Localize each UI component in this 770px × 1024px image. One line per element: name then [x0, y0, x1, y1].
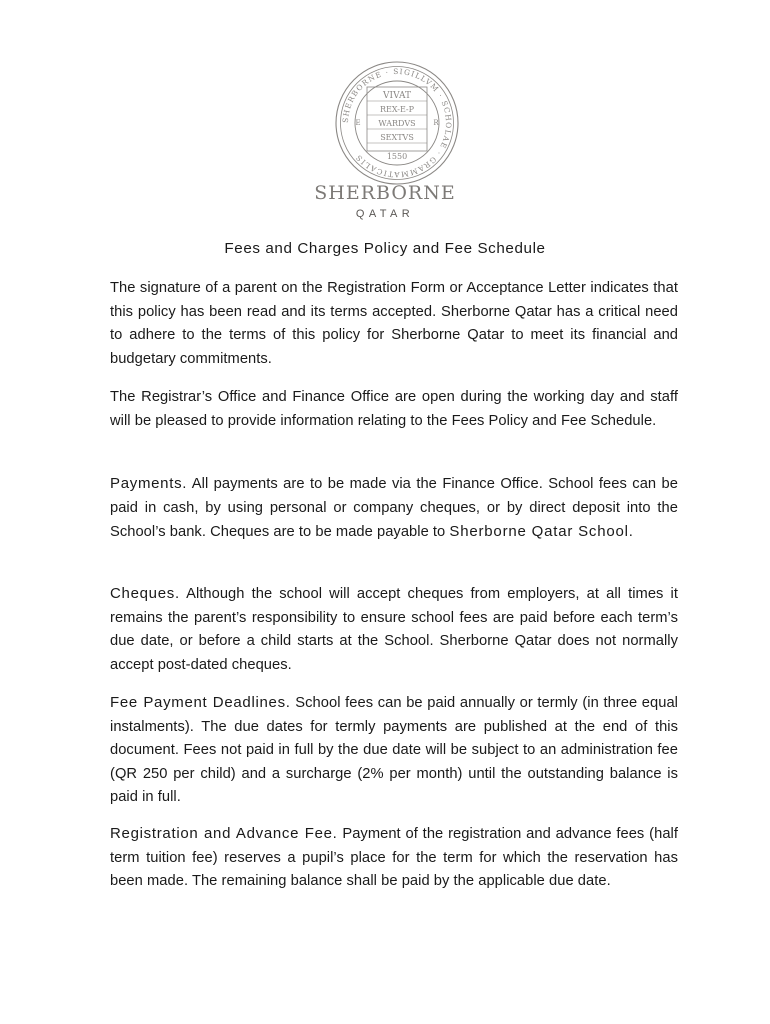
school-name: SHERBORNE: [314, 182, 456, 204]
intro-paragraph-1: [110, 277, 678, 371]
deadlines-paragraph: [110, 691, 678, 810]
seal-line-3: WARDVS: [378, 119, 416, 128]
payments-heading: Payments.: [110, 475, 188, 492]
payments-body: All payments are to be made via the Finance Office. School fees can be paid in cash, by using personal or company cheques, or by direct deposit into the School’s bank. Cheques are to be made payable to: [110, 476, 678, 540]
seal-line-4: SEXTVS: [380, 133, 414, 142]
page-title: Fees and Charges Policy and Fee Schedule: [224, 240, 546, 257]
payments-tail: .: [628, 524, 633, 540]
cheques-paragraph: [110, 582, 678, 677]
intro-paragraph-2: [110, 386, 678, 433]
seal-line-1: VIVAT: [383, 91, 411, 101]
seal-year: 1550: [386, 152, 408, 161]
seal-letter-left: E: [355, 119, 361, 127]
seal-line-2: REX-E-P: [379, 105, 415, 114]
payee-name: Sherborne Qatar School: [449, 523, 629, 540]
sherborne-seal-icon: [334, 60, 460, 186]
registration-body: Payment of the registration and advance fees (half term tuition fee) reserves a pupil’s place for the term for which the reservation has been made. The remaining balance shall be paid by the applicable due date.: [110, 826, 678, 889]
registration-heading: Registration and Advance Fee.: [110, 825, 338, 842]
seal-letter-right: R: [433, 119, 439, 127]
intro-text-2: The Registrar’s Office and Finance Office are open during the working day and staff will be pleased to provide information relating to the Fees Policy and Fee Schedule.: [110, 389, 678, 429]
registration-paragraph: [110, 822, 678, 894]
school-location: QATAR: [355, 208, 415, 220]
cheques-heading: Cheques.: [110, 585, 180, 602]
deadlines-heading: Fee Payment Deadlines.: [110, 694, 291, 711]
seal-ring-text: SHERBORNE · SIGILLVM · SCHOLAE · GRAMMATICALIS: [340, 66, 454, 180]
intro-text-1: The signature of a parent on the Registration Form or Acceptance Letter indicates that this policy has been read and its terms accepted. Sherborne Qatar has a critical need to adhere to the terms of this policy for Sherborne Qatar to meet its financial and budgetary commitments.: [110, 280, 678, 367]
cheques-body: Although the school will accept cheques from employers, at all times it remains the parent’s responsibility to ensure school fees are paid before each term’s due date, or before a child starts at the School. Sherborne Qatar does not normally accept post-dated cheques.: [110, 586, 678, 673]
deadlines-body: School fees can be paid annually or termly (in three equal instalments). The due dates for termly payments are published at the end of this document. Fees not paid in full by the due date will be subject to an administration fee (QR 250 per child) and a surcharge (2% per month) until the outstanding balance is paid in full.: [110, 695, 678, 805]
payments-paragraph: [110, 472, 678, 545]
